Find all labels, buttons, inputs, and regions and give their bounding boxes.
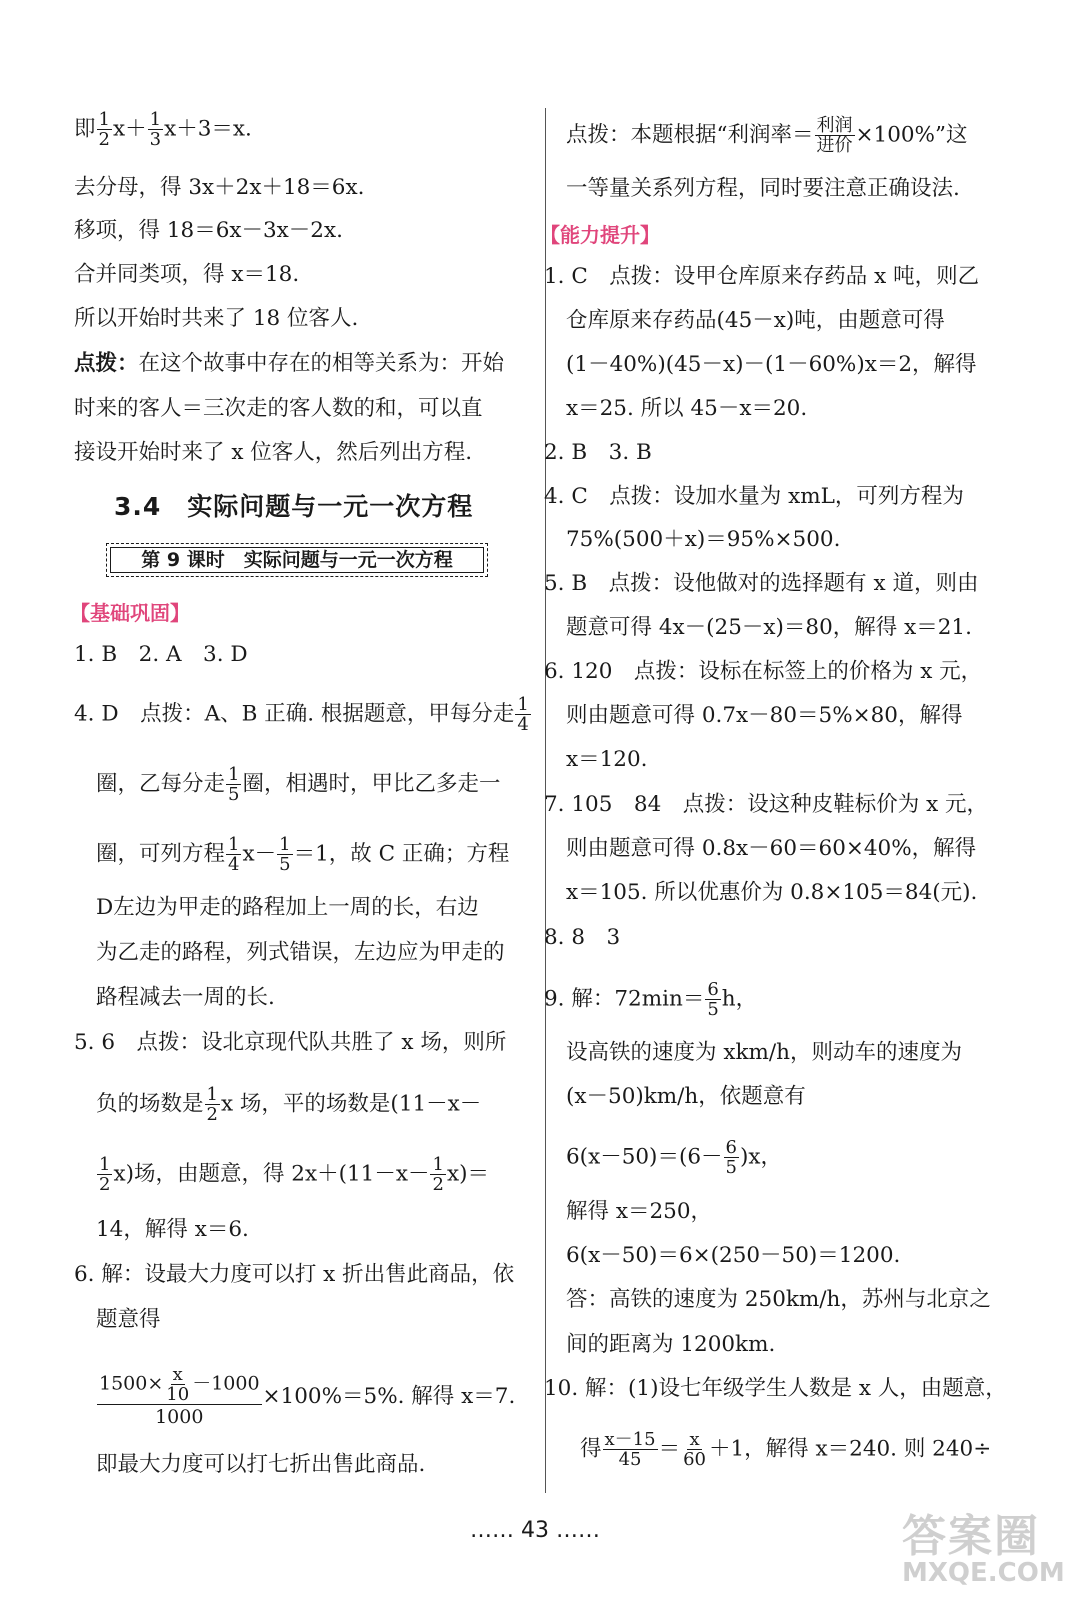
big-fraction: 1500× $\frac{x}{10}$ －1000 1000 <box>99 1364 260 1428</box>
text: x)＝ <box>446 1161 489 1187</box>
equation-line <box>96 1365 515 1429</box>
text: ＋1，解得 x＝240. 则 240÷ <box>709 1436 992 1462</box>
text-line: D左边为甲走的路程加上一周的长，右边 <box>96 895 479 920</box>
section-basic: 【基础巩固】 <box>70 601 190 625</box>
text-line: 所以开始时共来了 18 位客人. <box>74 306 359 331</box>
answer-line: 4. C 点拨：设加水量为 xmL，可列方程为 <box>544 484 964 509</box>
text-line: x＝120. <box>566 747 648 772</box>
text: x－ <box>242 841 277 867</box>
answer-line: 2. B 3. B <box>544 440 652 465</box>
text-line: 时来的客人＝三次走的客人数的和，可以直 <box>74 396 483 421</box>
text-line: 合并同类项，得 x＝18. <box>74 262 300 287</box>
text: 在这个故事中存在的相等关系为：开始 <box>138 351 505 376</box>
text: 圈，相遇时，甲比乙多走一 <box>242 771 501 797</box>
watermark-url: MXQE.COM <box>902 1558 1065 1588</box>
answer-line: 6. 解：设最大力度可以打 x 折出售此商品，依 <box>74 1262 515 1287</box>
text: x 场，平的场数是(11－x－ <box>220 1091 482 1117</box>
text-line: 75%(500＋x)＝95%×500. <box>566 527 841 552</box>
answer-line: 1. C 点拨：设甲仓库原来存药品 x 吨，则乙 <box>544 264 980 289</box>
fraction-six-fifths: $\frac{6}{5}$ <box>707 979 719 1020</box>
text: 圈，可列方程 <box>96 841 226 867</box>
fraction-quarter: $\frac{1}{4}$ <box>228 834 240 875</box>
text-line: 则由题意可得 0.7x－80＝5%×80，解得 <box>566 703 963 728</box>
text-line: x＝105. 所以优惠价为 0.8×105＝84(元). <box>566 880 978 905</box>
text: 圈，乙每分走 <box>96 771 226 797</box>
hint-line <box>74 349 504 379</box>
text-line: 仓库原来存药品(45－x)吨，由题意可得 <box>566 308 945 333</box>
text: x)场，由题意，得 2x＋(11－x－ <box>113 1161 430 1187</box>
text-line: (x－50)km/h，依题意有 <box>566 1084 806 1109</box>
fraction-six-fifths: $\frac{6}{5}$ <box>725 1137 737 1178</box>
fraction: $\frac{x}{60}$ <box>683 1429 706 1470</box>
answer-line <box>96 835 509 874</box>
text: 负的场数是 <box>96 1091 204 1117</box>
watermark-logo <box>902 1500 1065 1588</box>
equation-line <box>566 1138 782 1177</box>
answer-line <box>96 1155 489 1194</box>
answer-line: 6. 120 点拨：设标在标签上的价格为 x 元， <box>544 659 983 684</box>
text-line: 则由题意可得 0.8x－60＝60×40%，解得 <box>566 836 977 861</box>
text: h， <box>721 986 758 1012</box>
text-line: 解得 x＝250， <box>566 1199 712 1224</box>
text: 9. 解：72min＝ <box>544 986 705 1012</box>
fraction-third: $\frac{1}{3}$ <box>149 109 162 150</box>
text-line: 一等量关系列方程，同时要注意正确设法. <box>566 176 960 201</box>
fraction-half: $\frac{1}{2}$ <box>99 1154 111 1195</box>
answer-line <box>74 695 532 734</box>
answer-line <box>96 1085 481 1124</box>
text-line: 接设开始时来了 x 位客人，然后列出方程. <box>74 440 473 465</box>
text: 4. D 点拨：A、B 正确. 根据题意，甲每分走 <box>74 701 515 727</box>
equation-line <box>580 1430 991 1469</box>
text: ＝1，故 C 正确；方程 <box>293 841 510 867</box>
text: x＋ <box>112 116 147 142</box>
fraction-half: $\frac{1}{2}$ <box>98 109 110 150</box>
hint-line <box>566 116 967 155</box>
text-line: 即最大力度可以打七折出售此商品. <box>96 1452 426 1477</box>
fraction-fifth: $\frac{1}{5}$ <box>279 834 291 875</box>
text-line: 题意可得 4x－(25－x)＝80，解得 x＝21. <box>566 615 972 640</box>
answer-line: 8. 8 3 <box>544 925 621 950</box>
fraction-profit-rate: $\frac{\text{利润}}{\text{进价}}$ <box>816 115 853 156</box>
section-title: 3.4 实际问题与一元一次方程 <box>114 492 474 521</box>
watermark-text: 答案圈 <box>902 1511 1040 1562</box>
text-line: 间的距离为 1200km. <box>566 1332 776 1357</box>
fraction: $\frac{x-15}{45}$ <box>604 1429 656 1470</box>
text: ×100%＝5%. 解得 x＝7. <box>262 1384 516 1409</box>
lesson-title-box: 第 9 课时 实际问题与一元一次方程 <box>106 543 488 577</box>
fraction-fifth: $\frac{1}{5}$ <box>228 764 240 805</box>
answer-line: 1. B 2. A 3. D <box>74 642 248 667</box>
answer-line: 7. 105 84 点拨：设这种皮鞋标价为 x 元， <box>544 792 989 817</box>
answer-line <box>544 980 757 1019</box>
fraction-half: $\frac{1}{2}$ <box>432 1154 444 1195</box>
answer-line <box>96 765 500 804</box>
text: )x， <box>739 1144 782 1170</box>
text-line: 路程减去一周的长. <box>96 985 275 1010</box>
text: 即 <box>74 116 96 142</box>
text-line: 去分母，得 3x＋2x＋18＝6x. <box>74 175 365 200</box>
text-line: 移项，得 18＝6x－3x－2x. <box>74 218 343 243</box>
text-line: 设高铁的速度为 xkm/h，则动车的速度为 <box>566 1040 962 1065</box>
text-line: (1－40%)(45－x)－(1－60%)x＝2，解得 <box>566 352 977 377</box>
section-ability: 【能力提升】 <box>540 223 660 247</box>
text: x＋3＝x. <box>164 116 252 142</box>
text-line: 答：高铁的速度为 250km/h，苏州与北京之 <box>566 1287 991 1312</box>
fraction-quarter: $\frac{1}{4}$ <box>517 694 529 735</box>
text: 6(x－50)＝(6－ <box>566 1144 723 1170</box>
answer-line: 10. 解：(1)设七年级学生人数是 x 人，由题意， <box>544 1376 1007 1401</box>
fraction-half: $\frac{1}{2}$ <box>206 1084 218 1125</box>
text-line: 6(x－50)＝6×(250－50)＝1200. <box>566 1243 901 1268</box>
line-equation <box>74 110 252 149</box>
text-line: 题意得 <box>96 1307 161 1332</box>
page-number: …… 43 …… <box>470 1518 600 1543</box>
text: ＝ <box>658 1436 681 1462</box>
text-line: 14，解得 x＝6. <box>96 1217 249 1242</box>
text-line: x＝25. 所以 45－x＝20. <box>566 396 808 421</box>
hint-label: 点拨： <box>74 351 139 376</box>
answer-line: 5. 6 点拨：设北京现代队共胜了 x 场，则所 <box>74 1030 507 1055</box>
text: 点拨：本题根据“利润率＝ <box>566 122 814 148</box>
text: ×100%”这 <box>855 122 968 148</box>
text: 得 <box>580 1436 602 1462</box>
answer-line: 5. B 点拨：设他做对的选择题有 x 道，则由 <box>544 571 979 596</box>
text-line: 为乙走的路程，列式错误，左边应为甲走的 <box>96 940 505 965</box>
